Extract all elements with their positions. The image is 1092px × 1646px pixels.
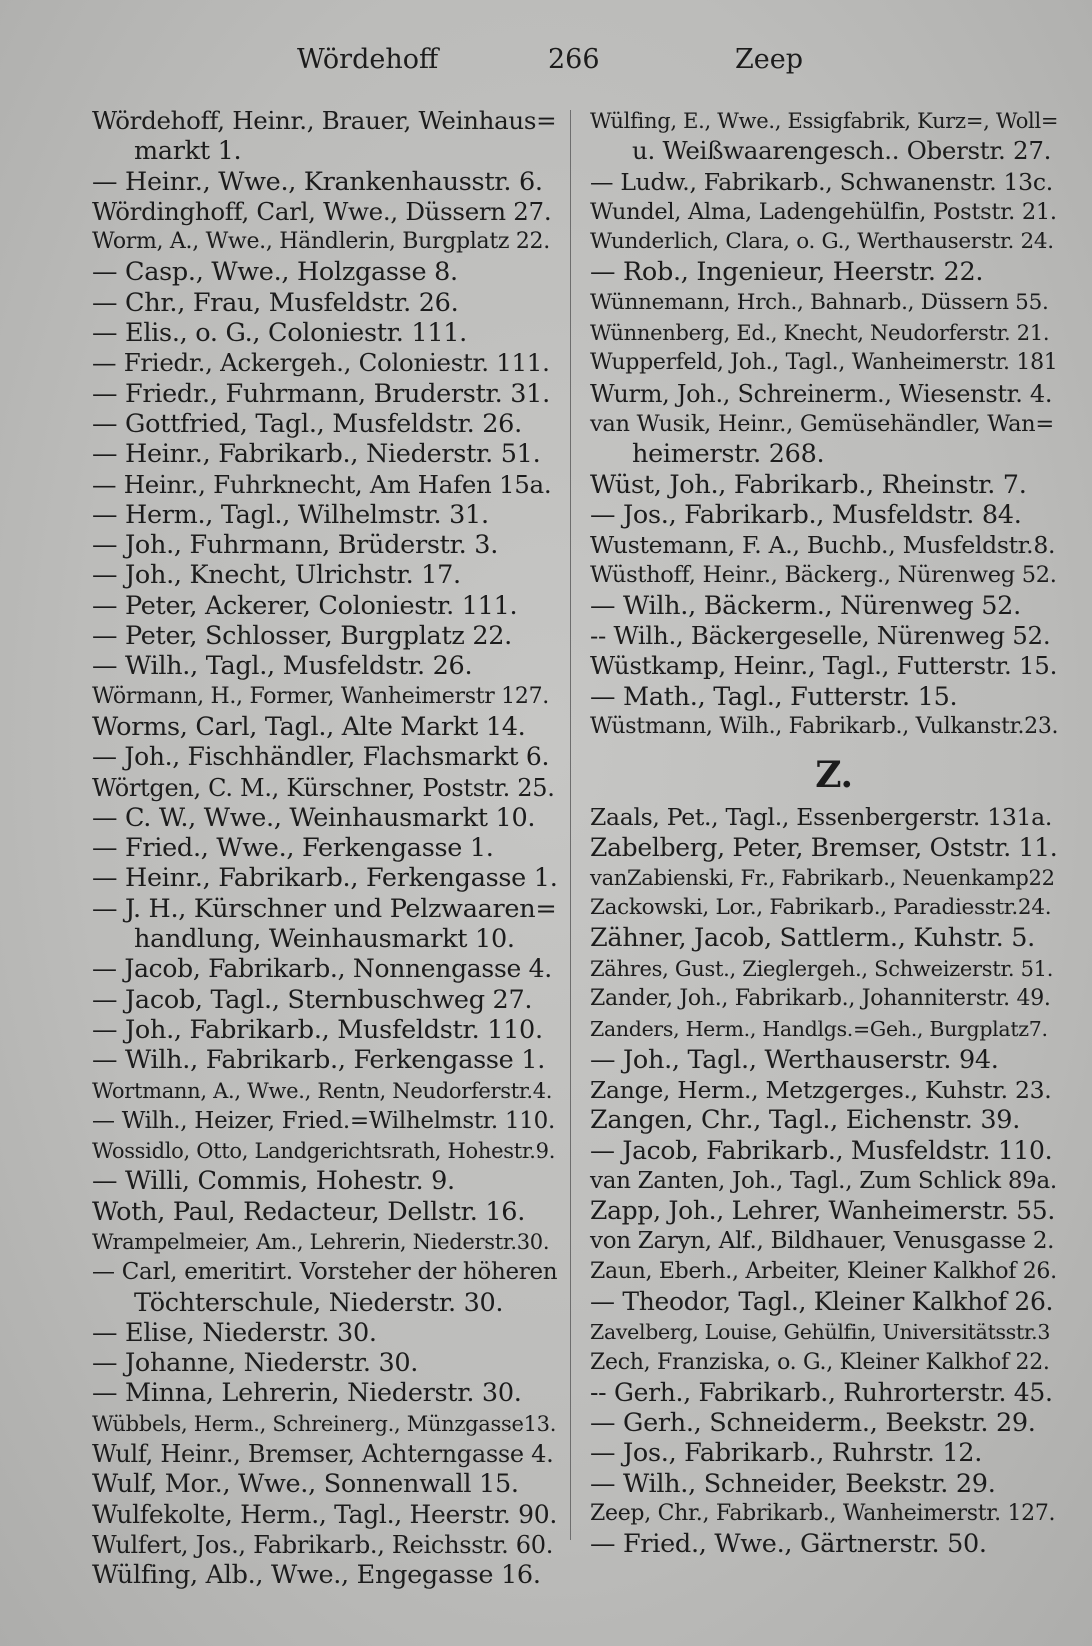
directory-entry: Wurm, Joh., Schreinerm., Wiesenstr. 4.: [590, 379, 1053, 408]
directory-entry: Wustemann, F. A., Buchb., Musfeldstr.8.: [590, 531, 1056, 560]
directory-entry: — Elise, Niederstr. 30.: [92, 1317, 377, 1348]
directory-entry: — Wilh., Heizer, Fried.=Wilhelmstr. 110.: [92, 1107, 555, 1134]
directory-entry: Wupperfeld, Joh., Tagl., Wanheimerstr. 181: [590, 350, 1058, 376]
directory-entry: — Chr., Frau, Musfeldstr. 26.: [92, 287, 459, 318]
page-header: [0, 44, 1092, 84]
directory-entry: — Carl, emeritirt. Vorsteher der höheren: [92, 1259, 558, 1286]
directory-entry: Zaals, Pet., Tagl., Essenbergerstr. 131a.: [590, 803, 1053, 832]
directory-entry: Wüst, Joh., Fabrikarb., Rheinstr. 7.: [590, 469, 1027, 500]
directory-entry: Wörmann, H., Former, Wanheimerstr 127.: [92, 683, 549, 709]
directory-entry: Zeep, Chr., Fabrikarb., Wanheimerstr. 127.: [590, 1501, 1056, 1527]
directory-entry: — Ludw., Fabrikarb., Schwanenstr. 13c.: [590, 167, 1053, 196]
directory-entry: — Rob., Ingenieur, Heerstr. 22.: [590, 257, 984, 288]
entry-continuation: markt 1.: [134, 136, 242, 167]
directory-entry: Wulfert, Jos., Fabrikarb., Reichsstr. 60.: [92, 1530, 554, 1559]
directory-entry: -- Gerh., Fabrikarb., Ruhrorterstr. 45.: [590, 1377, 1053, 1407]
directory-entry: — Wilh., Schneider, Beekstr. 29.: [590, 1468, 996, 1499]
directory-entry: — Herm., Tagl., Wilhelmstr. 31.: [92, 499, 489, 530]
directory-entry: Zech, Franziska, o. G., Kleiner Kalkhof 22.: [590, 1349, 1050, 1375]
directory-entry: Wörtgen, C. M., Kürschner, Poststr. 25.: [92, 773, 555, 802]
directory-entry: — Joh., Fabrikarb., Musfeldstr. 110.: [92, 1014, 543, 1045]
section-letter: Z.: [815, 754, 853, 797]
directory-entry: -- Wilh., Bäckergeselle, Nürenweg 52.: [590, 621, 1051, 651]
directory-entry: — Joh., Fuhrmann, Brüderstr. 3.: [92, 530, 499, 561]
directory-entry: — Heinr., Fuhrknecht, Am Hafen 15a.: [92, 469, 552, 499]
directory-entry: Zander, Joh., Fabrikarb., Johanniterstr. 49.: [590, 986, 1051, 1012]
directory-entry: — Friedr., Ackergeh., Coloniestr. 111.: [92, 348, 550, 378]
directory-entry: — Fried., Wwe., Gärtnerstr. 50.: [590, 1529, 987, 1560]
directory-entry: — Jos., Fabrikarb., Ruhrstr. 12.: [590, 1438, 983, 1469]
directory-entry: Woth, Paul, Redacteur, Dellstr. 16.: [92, 1196, 526, 1227]
directory-entry: vanZabienski, Fr., Fabrikarb., Neuenkamp22: [590, 865, 1055, 890]
directory-entry: — Minna, Lehrerin, Niederstr. 30.: [92, 1378, 522, 1409]
directory-entry: — Fried., Wwe., Ferkengasse 1.: [92, 833, 494, 864]
directory-entry: — Jacob, Fabrikarb., Nonnengasse 4.: [92, 954, 552, 984]
directory-entry: Zaun, Eberh., Arbeiter, Kleiner Kalkhof 26.: [590, 1258, 1057, 1284]
entry-continuation: u. Weißwaarengesch.. Oberstr. 27.: [632, 136, 1052, 166]
directory-entry: — C. W., Wwe., Weinhausmarkt 10.: [92, 802, 536, 833]
directory-entry: — Casp., Wwe., Holzgasse 8.: [92, 257, 458, 288]
directory-entry: Zähres, Gust., Zieglergeh., Schweizerstr. 51.: [590, 956, 1054, 981]
entry-continuation: Töchterschule, Niederstr. 30.: [134, 1287, 504, 1318]
directory-entry: — Jacob, Tagl., Sternbuschweg 27.: [92, 984, 533, 1015]
directory-entry: — Theodor, Tagl., Kleiner Kalkhof 26.: [590, 1286, 1054, 1316]
column-divider: [570, 110, 571, 1540]
directory-entry: — Peter, Ackerer, Coloniestr. 111.: [92, 590, 518, 621]
directory-entry: — Elis., o. G., Coloniestr. 111.: [92, 318, 467, 349]
directory-entry: Wüsthoff, Heinr., Bäckerg., Nürenweg 52.: [590, 562, 1057, 589]
directory-entry: Wossidlo, Otto, Landgerichtsrath, Hohestr.9.: [92, 1139, 556, 1164]
directory-entry: Wülfing, Alb., Wwe., Engegasse 16.: [92, 1560, 541, 1591]
directory-entry: — Joh., Tagl., Werthauserstr. 94.: [590, 1044, 999, 1075]
directory-entry: Wulfekolte, Herm., Tagl., Heerstr. 90.: [92, 1499, 558, 1529]
directory-entry: — Jacob, Fabrikarb., Musfeldstr. 110.: [590, 1135, 1053, 1165]
directory-entry: — J. H., Kürschner und Pelzwaaren=: [92, 893, 557, 924]
directory-entry: — Gerh., Schneiderm., Beekstr. 29.: [590, 1408, 1036, 1439]
directory-entry: Wünnenberg, Ed., Knecht, Neudorferstr. 21.: [590, 321, 1050, 346]
entry-continuation: heimerstr. 268.: [632, 439, 825, 470]
directory-entry: Wortmann, A., Wwe., Rentn, Neudorferstr.4.: [92, 1078, 553, 1103]
directory-entry: Wunderlich, Clara, o. G., Werthauserstr. 24.: [590, 229, 1054, 255]
directory-entry: — Joh., Fischhändler, Flachsmarkt 6.: [92, 742, 550, 772]
directory-entry: Zanders, Herm., Handlgs.=Geh., Burgplatz7.: [590, 1017, 1048, 1042]
directory-entry: Wünnemann, Hrch., Bahnarb., Düssern 55.: [590, 289, 1049, 315]
directory-entry: — Johanne, Niederstr. 30.: [92, 1348, 419, 1379]
directory-entry: Wülfing, E., Wwe., Essigfabrik, Kurz=, Woll=: [590, 109, 1059, 133]
left-column: [92, 106, 558, 1591]
header-last-entry: Zeep: [735, 44, 804, 75]
directory-entry: Wüstkamp, Heinr., Tagl., Futterstr. 15.: [590, 651, 1058, 681]
directory-entry: — Peter, Schlosser, Burgplatz 22.: [92, 621, 512, 652]
directory-entry: — Wilh., Bäckerm., Nürenweg 52.: [590, 590, 1021, 621]
directory-entry: — Friedr., Fuhrmann, Bruderstr. 31.: [92, 378, 550, 409]
directory-entry: — Willi, Commis, Hohestr. 9.: [92, 1166, 455, 1197]
directory-entry: Wördinghoff, Carl, Wwe., Düssern 27.: [92, 196, 552, 226]
right-column: [590, 106, 1058, 1560]
directory-entry: Zackowski, Lor., Fabrikarb., Paradiesstr.24.: [590, 895, 1052, 921]
directory-entry: van Zanten, Joh., Tagl., Zum Schlick 89a.: [590, 1167, 1057, 1194]
directory-entry: Wulf, Mor., Wwe., Sonnenwall 15.: [92, 1469, 519, 1500]
directory-entry: — Jos., Fabrikarb., Musfeldstr. 84.: [590, 499, 1022, 530]
directory-entry: Wundel, Alma, Ladengehülfin, Poststr. 21.: [590, 198, 1057, 225]
directory-entry: Worms, Carl, Tagl., Alte Markt 14.: [92, 711, 526, 742]
directory-entry: Zabelberg, Peter, Bremser, Oststr. 11.: [590, 832, 1058, 862]
header-first-entry: Wördehoff: [297, 44, 439, 75]
directory-entry: Wüstmann, Wilh., Fabrikarb., Vulkanstr.23.: [590, 713, 1059, 739]
directory-entry: — Gottfried, Tagl., Musfeldstr. 26.: [92, 408, 522, 439]
entry-continuation: handlung, Weinhausmarkt 10.: [134, 924, 515, 955]
directory-entry: — Math., Tagl., Futterstr. 15.: [590, 681, 958, 712]
directory-entry: von Zaryn, Alf., Bildhauer, Venusgasse 2.: [590, 1228, 1055, 1255]
directory-entry: Worm, A., Wwe., Händlerin, Burgplatz 22.: [92, 229, 550, 255]
directory-entry: — Wilh., Fabrikarb., Ferkengasse 1.: [92, 1045, 546, 1076]
directory-entry: — Heinr., Wwe., Krankenhausstr. 6.: [92, 166, 543, 197]
directory-entry: Zange, Herm., Metzgerges., Kuhstr. 23.: [590, 1075, 1052, 1104]
directory-entry: Wördehoff, Heinr., Brauer, Weinhaus=: [92, 106, 557, 135]
directory-entry: — Wilh., Tagl., Musfeldstr. 26.: [92, 651, 473, 682]
directory-entry: Wulf, Heinr., Bremser, Achterngasse 4.: [92, 1440, 554, 1469]
directory-entry: Zavelberg, Louise, Gehülfin, Universitätsstr.3: [590, 1320, 1051, 1345]
directory-entry: — Joh., Knecht, Ulrichstr. 17.: [92, 560, 461, 591]
directory-entry: Wrampelmeier, Am., Lehrerin, Niederstr.30.: [92, 1229, 550, 1254]
directory-entry: Zähner, Jacob, Sattlerm., Kuhstr. 5.: [590, 923, 1035, 954]
directory-entry: Zangen, Chr., Tagl., Eichenstr. 39.: [590, 1105, 1021, 1136]
directory-entry: — Heinr., Fabrikarb., Ferkengasse 1.: [92, 863, 558, 894]
page-number: 266: [548, 44, 600, 75]
directory-entry: — Heinr., Fabrikarb., Niederstr. 51.: [92, 439, 541, 470]
directory-entry: Wübbels, Herm., Schreinerg., Münzgasse13.: [92, 1411, 557, 1436]
directory-entry: Zapp, Joh., Lehrer, Wanheimerstr. 55.: [590, 1196, 1056, 1226]
directory-entry: van Wusik, Heinr., Gemüsehändler, Wan=: [590, 410, 1054, 437]
